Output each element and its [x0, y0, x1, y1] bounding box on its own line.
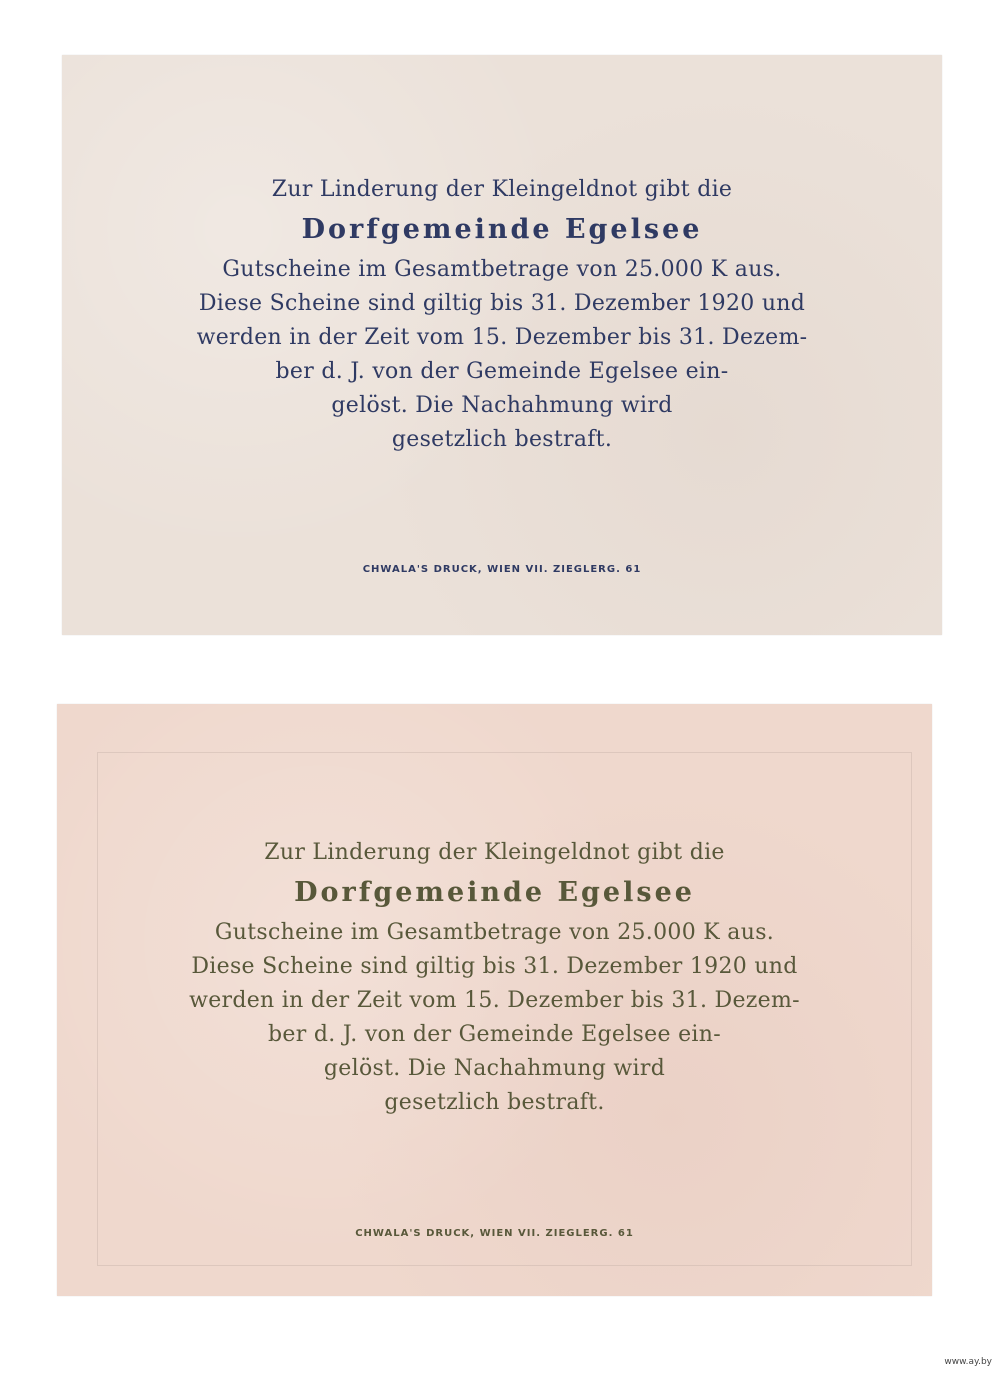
body-line: Gutscheine im Gesamtbetrage von 25.000 K aus. [214, 920, 775, 945]
body-line: gelöst. Die Nachahmung wird [331, 393, 673, 418]
body-line: gesetzlich bestraft. [391, 427, 613, 452]
issuer-title: Dorfgemeinde Egelsee [294, 877, 695, 908]
note-text-block [62, 173, 942, 457]
body-line: ber d. J. von der Gemeinde Egelsee ein- [268, 1022, 721, 1047]
note-text-block [57, 836, 932, 1120]
intro-line: Zur Linderung der Kleingeldnot gibt die [264, 840, 725, 865]
body-line: werden in der Zeit vom 15. Dezember bis 31. Dezem- [189, 988, 800, 1013]
printer-imprint: CHWALA'S DRUCK, WIEN VII. ZIEGLERG. 61 [355, 1228, 634, 1239]
body-line: gelöst. Die Nachahmung wird [323, 1056, 666, 1081]
body-line: ber d. J. von der Gemeinde Egelsee ein- [275, 359, 729, 384]
notgeld-note-top [62, 55, 942, 635]
notgeld-note-bottom [57, 704, 932, 1296]
intro-line: Zur Linderung der Kleingeldnot gibt die [271, 177, 733, 202]
body-line: Diese Scheine sind giltig bis 31. Dezember 1920 und [198, 291, 806, 316]
body-line: Gutscheine im Gesamtbetrage von 25.000 K aus. [222, 257, 782, 282]
body-line: Diese Scheine sind giltig bis 31. Dezember 1920 und [191, 954, 798, 979]
body-line: werden in der Zeit vom 15. Dezember bis 31. Dezem- [196, 325, 808, 350]
watermark: www.ay.by [944, 1357, 992, 1367]
issuer-title: Dorfgemeinde Egelsee [301, 214, 703, 245]
printer-imprint: CHWALA'S DRUCK, WIEN VII. ZIEGLERG. 61 [362, 564, 642, 575]
body-line: gesetzlich bestraft. [384, 1090, 605, 1115]
